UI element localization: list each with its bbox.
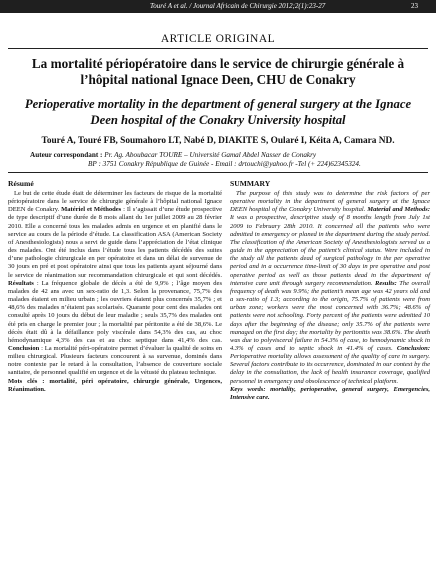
resume-methods-label: Matériel et Méthodes: [61, 206, 122, 214]
article-type: ARTICLE ORIGINAL: [160, 33, 276, 45]
title-french: La mortalité périopératoire dans le service de chirurgie générale à l’hôpital national Ignace Deen, CHU de Conakry: [31, 56, 405, 87]
resume-column: [8, 190, 222, 394]
resume-results-label: Résultats: [8, 279, 34, 287]
summary-methods: It was a prospective, descriptive study of 8 months length from July 1st 2009 to February 28th 2010. It concerned all the patients who were admitted in emergency or planed in the department during the study period. The classification of the American Society of Anesthesiologists served us a guide in the appreciation of the patient’s clinical status. Were included in the study all the patients dead of surgical pathology in the per operative period and in a occurrence time-limit of 30 days in pre operative and post operative period as well as those patients dead in the department of intensive care unit through surgery recommendation.: [230, 214, 430, 287]
summary-heading: SUMMARY: [230, 179, 271, 188]
title-english: Perioperative mortality in the department of general surgery at the Ignace Deen hospital of the Conakry University hospital: [24, 97, 412, 127]
resume-keywords: [8, 378, 222, 394]
correspondence-block: [30, 151, 410, 169]
summary-objective: The purpose of this study was to determine the risk factors of per operative mortality in the department of general surgery at the Ignace DEEN hospital of the Conakry University hospital.: [230, 190, 430, 214]
divider-middle: [8, 172, 428, 173]
summary-keywords: [230, 386, 430, 402]
summary-results: The overall frequency of death was 9.9%; the patient’s mean age was 42 years old and a sex-ratio of 1.3; according to the origin, 75.7% of patients were from urban zone; workers were the most concerned with 36.7%; 48.6% of patients were not schooling. Forty percent of the patients were admitted 10 days after the beginning of the disease; only 35.7% of the patients were managed on the first day; the mortality by peritonitis was 38.6%. The death was due to polyvisceral failure in 54.3% of case, to hemodynamic shock in 4.3% of cases and to septic shock in 41.4% of cases.: [230, 279, 431, 352]
resume-conclusion: : La mortalité péri-opératoire permet d’évaluer la qualité de soins en milieu chirurgical. Plusieurs facteurs concourent à sa survenue, dominés dans notre contexte par le retard à la consultation, l’absence de couverture sociale sanitaire, de personnel qualifié en urgence et de la vétusté du plateau technique.: [8, 344, 222, 377]
resume-paragraph: [8, 190, 222, 378]
summary-conclusion-label: Conclusion:: [396, 344, 430, 352]
divider-top: [8, 48, 428, 49]
summary-keywords-text: mortality, perioperative, general surgery, Emergencies, Intensive care.: [230, 385, 430, 401]
correspondence-author: Pr. Ag. Aboubacar TOURE – Université Gamal Abdel Nasser de Conakry: [102, 151, 317, 159]
resume-methods: : Il s’agissait d’une étude prospective de type descriptif d’une durée de 8 mois allant du 1er juillet 2009 au 28 février 2010. Elle a concerné tous les malades admis en urgence et en planifié dans le service au cours de la période d’étude. La classification ASA (American Society of Anesthesiologists) nous a servi de guide dans l’appréciation de l’état clinique des malades. Ont été inclus dans l’étude tous les patients décédés des suites d’une pathologie chirurgicale en per opératoire et dans un délai de survenue de 30 jours en pré et post opératoire ainsi que tous les patients ayant séjourné dans le service de réanimation sur recommandation chirurgicale et qui sont décédés.: [8, 206, 223, 279]
correspondence-label: Auteur correspondant :: [30, 151, 103, 159]
correspondence-line1: [30, 151, 410, 160]
journal-citation: Touré A et al. / Journal Africain de Chirurgie 2012;2(1):23-27: [150, 2, 326, 10]
summary-column: [230, 190, 430, 402]
resume-keywords-label: Mots clés :: [8, 377, 45, 385]
resume-keywords-text: mortalité, péri opératoire, chirurgie générale, Urgences, Réanimation.: [8, 377, 222, 393]
summary-methods-label: Material and Methods:: [367, 206, 431, 214]
journal-header-bar: [0, 0, 436, 13]
author-list: Touré A, Touré FB, Soumahoro LT, Nabé D, DIAKITE S, Oularé I, Kéita A, Camara ND.: [41, 136, 395, 146]
resume-results: : La fréquence globale de décès a été de 9,9% ; l’âge moyen des malades de 42 ans avec un sex-ratio de 1,3. Selon la provenance, 75,7% des malades étaient en milieu urbain ; les ouvriers étaient plus concernés 35,7% ; et 48,6% des malades n’étaient pas scolarisés. Quarante pour cent des malades ont consulté après 10 jours du début de leur maladie ; seuls 35,7% des malades ont été pris en charge le premier jour ; la mortalité par péritonite a été de 38,6%. Le décès était dû à la défaillance poly viscérale dans 54,3% des cas, au choc hémodynamique 4,3% des cas et au choc septique dans 41,4% des cas.: [8, 279, 222, 344]
resume-heading: Résumé: [8, 179, 34, 188]
resume-conclusion-label: Conclusion: [8, 344, 40, 352]
summary-conclusion: Perioperative mortality allows assessment of the quality of care in surgery. Several factors contribute to its occurrence, dominated in our context by the delay in the consultation, the lack of health insurance coverage, qualified personnel in emergency and obsolescence of technical platform.: [230, 353, 430, 385]
page-number: 23: [411, 2, 418, 10]
summary-paragraph: [230, 190, 430, 386]
correspondence-address: BP : 3751 Conakry République de Guinée - Email : drtouchi@yahoo.fr -Tel (+ 224)62345324.: [88, 160, 361, 168]
summary-results-label: Results:: [374, 279, 397, 287]
summary-keywords-label: Keys words:: [230, 385, 266, 393]
resume-objective: Le but de cette étude était de déterminer les facteurs de risque de la mortalité périopératoire dans le service de chirurgie générale à l’hôpital national Ignace DEEN de Conakry.: [8, 190, 222, 214]
